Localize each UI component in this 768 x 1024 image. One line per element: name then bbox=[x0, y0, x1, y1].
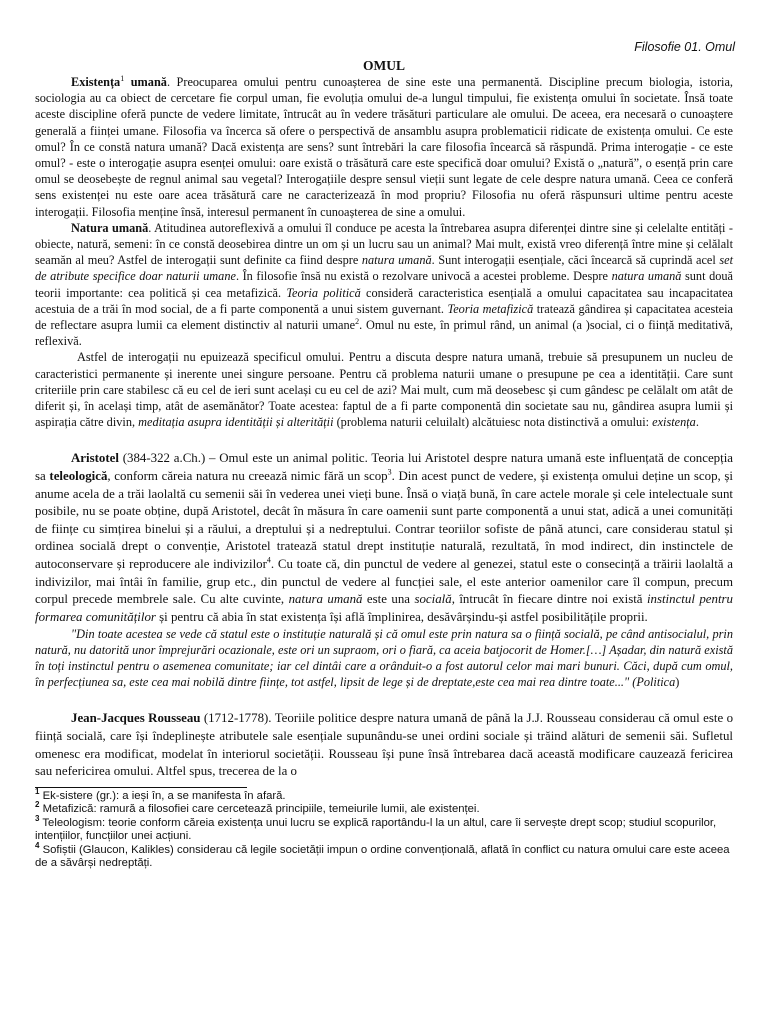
text-run: și pentru că abia în stat existența își află împlinirea, desăvârșindu-și astfel posibilitățile proprii. bbox=[155, 609, 648, 624]
paragraph-rousseau bbox=[35, 710, 733, 780]
footnote-text: Teleologism: teorie conform căreia existența unui lucru se explică raportându-l la un altul, care îi servește drept scop; studiul scopurilor, intențiilor, funcțiilor unei acțiuni. bbox=[35, 816, 717, 843]
footnote-separator bbox=[35, 787, 247, 788]
italic-term: natura umană bbox=[611, 269, 682, 284]
text-run: . Din acest punct de vedere, și existența omului deține un scop, și anume acela de a trăi laolaltă cu semenii săi în vederea unei vieți bune. Însă o viață bună, în care actele morale și cele intelectuale sunt posibile, nu se poate obține, după Aristotel, decât în măsura în care oamenii sunt parte componentă a unui stat, adică a unei comunități de ființe cu simțirea binelui și a răului, a dreptului și a nedreptului. Contrar teoriilor sofiste de până atunci, care considerau statul și ordinea socială drept o convenție, Aristotel tratează statul drept instituție naturală, rezultată, în mod indirect, din instinctele de autoconservare și reproducere ale indivizilor bbox=[35, 469, 733, 572]
quote-close: ) bbox=[675, 675, 680, 690]
footnote-text: Metafizică: ramură a filosofiei care cercetează principiile, temeiurile lumii, ale existenței. bbox=[39, 803, 480, 816]
italic-term: existența bbox=[652, 415, 696, 430]
italic-term: set de atribute specifice doar naturii umane bbox=[35, 253, 733, 284]
italic-term: natura umană bbox=[361, 253, 432, 268]
italic-term: meditația asupra identității și alterității bbox=[138, 415, 334, 430]
text-run: . Sunt interogații esențiale, căci încearcă să cuprindă acel bbox=[431, 253, 720, 268]
italic-term: socială bbox=[414, 592, 452, 607]
text-run: . Cu toate că, din punctul de vedere al genezei, statul este o consecință a trăirii laolaltă a indivizilor, mai întâi în familie, grup etc., din punctul de vedere al funcției sale, el este anterior oamenilor care îl compun, precum corpul precede membrele sale. Cu alte cuvinte, bbox=[35, 557, 733, 607]
text-run: , conform căreia natura nu creează nimic fără un scop bbox=[107, 469, 388, 484]
name-aristotle: Aristotel bbox=[71, 451, 119, 466]
bold-term: teleologică bbox=[49, 469, 108, 484]
text-run: (384-322 a.Ch.) – Omul este un animal politic. Teoria lui Aristotel despre natura umană este influențată de concepția sa bbox=[35, 451, 733, 484]
text-run: Astfel de interogații nu epuizează specificul omului. Pentru a discuta despre natura umană, trebuie să presupunem un nucleu de caracteristici permanente și inerente unei singure persoane. Pentru că problema naturii umane o presupune pe cea a identității. Care sunt criteriile prin care stabilesc că eu cel de ieri sunt același cu eu cel de azi? Mai mult, cum mă deosebesc și cum gândesc pe celălalt om atât de diferit și, în același timp, atât de asemănător? Toate acestea: faptul de a fi parte componentă din societate sau nu, gândirea asupra lumii și aspirația către divin, bbox=[35, 350, 733, 430]
footnote bbox=[35, 814, 733, 844]
text-run: este una bbox=[362, 592, 415, 607]
footnote-number: 1 bbox=[35, 787, 40, 797]
paragraph-identity bbox=[35, 349, 733, 430]
paragraph-aristotle bbox=[35, 450, 733, 626]
heading-human-nature: Natura umană bbox=[71, 220, 149, 235]
footnote-number: 2 bbox=[35, 800, 40, 810]
document-title: OMUL bbox=[363, 58, 405, 73]
name-rousseau: Jean-Jacques Rousseau bbox=[71, 711, 201, 726]
italic-term: Teoria politică bbox=[286, 285, 361, 300]
paragraph-human-nature bbox=[35, 220, 733, 350]
footnote-ref-3[interactable]: 3 bbox=[387, 467, 392, 477]
paragraph-existence bbox=[35, 74, 733, 220]
text-run: (1712-1778). Teoriile politice despre natura umană de până la J.J. Rousseau considerau că omul este o ființă socială, care își îndeplinește atributele sale esențiale supunându-se unei ordini sociale și trăind alături de semenii săi. Sufletul omenesc era modificat, modelat în interiorul societății. Rousseau își pune însă întrebarea dacă această modificare cauzează fericirea sau nefericirea omului. Altfel spus, trecerea de la o bbox=[35, 711, 734, 779]
italic-term: instinctul pentru formarea comunităților bbox=[35, 592, 733, 624]
footnote bbox=[35, 800, 733, 817]
text-run: . Atitudinea autoreflexivă a omului îl conduce pe acesta la întrebarea asupra diferenței dintre sine și celelalte entități - obiecte, natură, semeni: în ce constă deosebirea dintre un om și un lucru sau un animal? Mai mult, există vreo diferență între mine și celălalt seamăn al meu? Astfel de interogații sunt definite ca fiind despre bbox=[35, 220, 733, 268]
text-run: tratează gândirea și capacitatea acesteia de reflectare asupra lumii ca element distinctiv al naturii umane bbox=[35, 301, 733, 333]
paragraph-text: . Preocuparea omului pentru cunoașterea de sine este una permanentă. Discipline precum biologia, istoria, sociologia au ca obiect de cercetare fie corpul uman, fie evoluția omului de-a lungul timpului, fie existența omului în societate. Însă toate aceste discipline oferă puncte de vedere limitate, întrucât au în vedere trăsături particulare ale omului. De aceea, era necesară o cunoaștere generală a ființei umane. Filosofia va încerca să ofere o perspectivă de ansamblu asupra problematicii ridicate de existența omului. Ce este omul? În ce constă natura umană? Dacă existența are sens? sunt întrebări la care filosofia încearcă să răspundă. Prima interogație - ce este omul? - este o interogație asupra esenței omului: oare există o trăsătură care este specifică doar omului? Există o „natură”, o esență prin care omul se deosebește de regnul animal sau vegetal? Interogațiile despre sensul vieții sunt legate de cele despre natura umană. Ceea ce conferă sens existenței nu este oare acea trăsătură care ne caracterizează în mod propriu? Filosofia nu oferă răspunsuri ultime pentru aceste interogații. Filosofia menține însă, interesul permanent în cunoașterea de sine a omului. bbox=[35, 75, 733, 219]
running-header: Filosofie 01. Omul bbox=[634, 40, 735, 54]
italic-term: Teoria metafizică bbox=[447, 301, 534, 316]
section-spacer bbox=[35, 690, 733, 710]
text-run: . În filosofie însă nu există o rezolvare univocă a acestei probleme. Despre bbox=[235, 269, 612, 284]
footnote-number: 4 bbox=[35, 841, 40, 851]
italic-term: natura umană bbox=[288, 592, 363, 607]
footnote-ref-1[interactable]: 1 bbox=[120, 73, 125, 83]
footnote-text: Sofiștii (Glaucon, Kalikles) considerau că legile societății impun o ordine convențională, aflată în conflict cu natura omului care este aceea de a săvârși nedreptăți. bbox=[35, 843, 730, 870]
heading-existence: Existența bbox=[71, 75, 121, 89]
footnote-ref-4[interactable]: 4 bbox=[266, 555, 271, 565]
footnote bbox=[35, 787, 733, 804]
footnote-ref-2[interactable]: 2 bbox=[355, 316, 360, 326]
heading-existence-rest: umană bbox=[124, 75, 167, 89]
quote-source: Politica bbox=[636, 675, 676, 690]
text-run: . Omul nu este, în primul rând, un animal (a )social, ci o ființă meditativă, reflexivă. bbox=[35, 318, 733, 349]
footnote-text: Ek-sistere (gr.): a ieși în, a se manifesta în afară. bbox=[39, 789, 286, 802]
text-run: consideră caracteristica esențială a omului capacitatea sau incapacitatea acestuia de a trăi în mod social, de a fi parte componentă a unui sistem guvernant. bbox=[35, 285, 734, 316]
section-spacer bbox=[35, 430, 733, 450]
text-run: . bbox=[695, 415, 699, 430]
footnote bbox=[35, 841, 733, 871]
text-run: (problema naturii celuilalt) alcătuiesc nota distinctivă a omului: bbox=[333, 415, 653, 430]
footnote-number: 3 bbox=[35, 814, 40, 824]
aristotle-quote bbox=[35, 626, 733, 690]
text-run: , întrucât în fiecare dintre noi există bbox=[451, 592, 647, 607]
text-run: sunt două teorii importante: cea politică și cea metafizică. bbox=[35, 269, 733, 300]
quote-text: "Din toate acestea se vede că statul este o instituție naturală și că omul este prin natura sa o ființă socială, pe când antisocialul, prin natură, nu datorită unor împrejurări ocazionale, este ori un supraom, ori o fiară, ca aceia batjocorit de Homer.[…] Așadar, din natură există în toți instinctul pentru o asemenea comunitate; iar cel dintâi care a orânduit-o a fost autorul celor mai mari bunuri. Căci, după cum omul, în perfecțiunea sa, este cea mai nobilă dintre ființe, tot astfel, lipsit de lege și de dreptate,este cea mai rea dintre toate..." ( bbox=[35, 627, 733, 690]
